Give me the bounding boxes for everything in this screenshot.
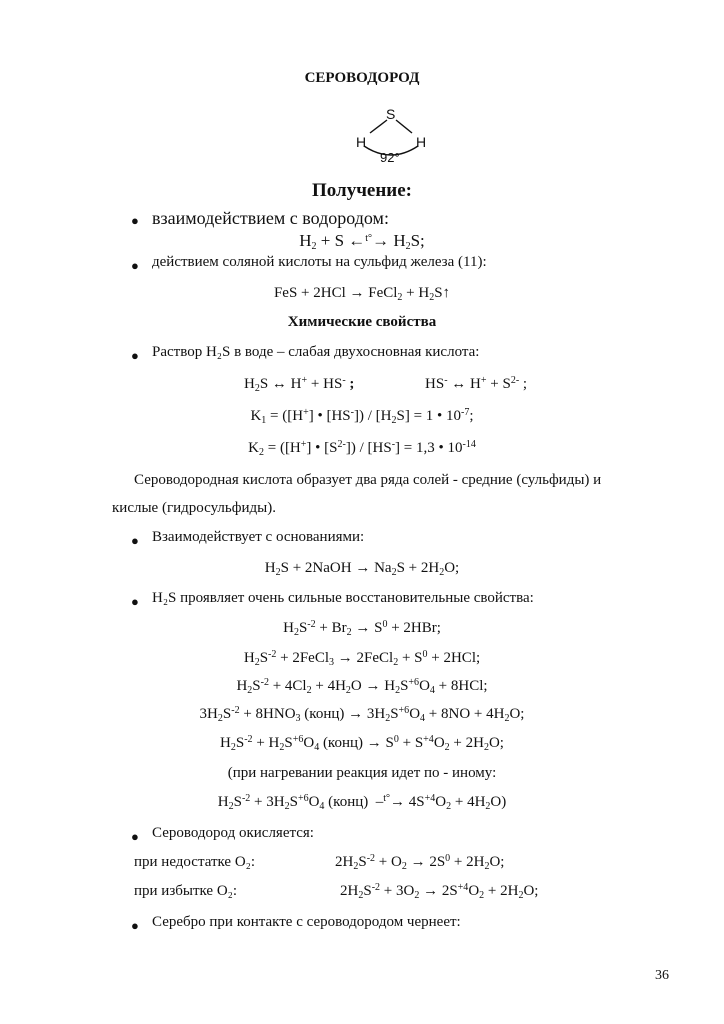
equation-naoh: $H_2S$ + 2NaOH → $Na_2S + 2H_2O$; xyxy=(264,560,460,578)
bullet-icon: ● xyxy=(131,918,139,933)
equation-dissociation-2: HS- ↔ $H^+ + S^{2-}$ ; xyxy=(425,375,528,392)
paragraph-line-2: кислые (гидросульфиды). xyxy=(112,500,276,516)
hydrogen-atom-left: H xyxy=(356,134,367,150)
bullet-icon: ● xyxy=(131,258,139,273)
section-obtaining: Получение: xyxy=(312,180,412,201)
equation-fecl3: $H_2S^{-2}$ + 2FeCl$_3$ → 2FeCl$_2$ + $S^0 + 2HCl$; xyxy=(243,649,481,668)
h2s-molecule-diagram xyxy=(350,106,430,168)
equation-k1: $K_1 = ([H^+]$ • $[HS^-]) / [H_2S] = 1$ • $10^{-7}$; xyxy=(250,407,474,426)
lack-label: при недостатке O₂: xyxy=(134,854,256,870)
bullet-icon: ● xyxy=(131,594,139,609)
oxidized-intro: Сероводород окисляется: xyxy=(152,825,314,841)
bullet-icon: ● xyxy=(131,213,139,228)
equation-cl2: $H_2S^{-2} + 4Cl_2 + 4H_2O \to H_2S^{+6}O_4 + 8HCl$; xyxy=(236,677,488,696)
hydrogen-atom-right: H xyxy=(416,134,427,150)
section-chem-properties: Химические свойства xyxy=(287,314,437,330)
page-title: СЕРОВОДОРОД xyxy=(304,70,420,86)
equation-excess-o2: $2H_2S^{-2} + 3O_2 \to 2S^{+4}O_2 + 2H_2O$; xyxy=(340,882,539,901)
equation-h2so4: $H_2S^{-2} + H_2S^{+6}O_4$ (конц) → $S^0 + S^{+4}O_2 + 2H_2O$; xyxy=(220,734,504,753)
page-number: 36 xyxy=(655,968,669,983)
equation-dissociation-1: $H_2S$ ↔ H+ + HS- ; xyxy=(244,375,355,394)
equation-lack-o2: $2H_2S^{-2} + O_2 \to 2S^0 + 2H_2O$; xyxy=(335,853,505,872)
sulfur-atom: S xyxy=(386,106,396,122)
bases-intro: Взаимодействует с основаниями: xyxy=(152,529,365,545)
bond-angle: 92° xyxy=(380,150,400,165)
reducing-intro: H₂S проявляет очень сильные восстановительные свойства: xyxy=(152,590,534,606)
bullet-icon: ● xyxy=(131,348,139,363)
equation-hno3: $3H_2S^{-2} + 8HNO_3$ (конц) → $3H_2S^{+6}O_4 + 8NO + 4H_2O$; xyxy=(199,705,525,724)
bullet-icon: ● xyxy=(131,829,139,844)
equation-k2: $K_2 = ([H^+]$ • $[S^{2-}]) / [HS^-] = 1,3$ • $10^{-14}$ xyxy=(248,439,476,458)
obtain-item-2: действием соляной кислоты на сульфид железа (11): xyxy=(152,254,487,270)
equation-br2: $H_2S^{-2} + Br_2 \to S^0 + 2HBr$; xyxy=(283,619,441,638)
paragraph-line-1: Сероводородная кислота образует два ряда солей - средние (сульфиды) и xyxy=(134,472,602,488)
excess-label: при избытке O₂: xyxy=(134,883,238,899)
bullet-icon: ● xyxy=(131,533,139,548)
heating-note: (при нагревании реакция идет по - иному: xyxy=(227,765,497,781)
equation-h2so4-heated: $H_2S^{-2} + 3H_2S^{+6}O_4$ (конц) $-^{t^\circ}\to 4S^{+4}O_2 + 4H_2O$) xyxy=(217,793,507,812)
equation-fes-hcl: FeS + 2HCl → FeCl$_2$ + $H_2S↑$ xyxy=(273,285,451,303)
chem-intro: Раствор H₂S в воде – слабая двухосновная кислота: xyxy=(152,344,480,360)
silver-intro: Серебро при контакте с сероводородом чернеет: xyxy=(152,914,461,930)
equation-h2-s: $H_2 + S$ ←$^{t^\circ}$→ $H_2S$; xyxy=(299,231,425,252)
obtain-item-1: взаимодействием с водородом: xyxy=(152,208,389,228)
